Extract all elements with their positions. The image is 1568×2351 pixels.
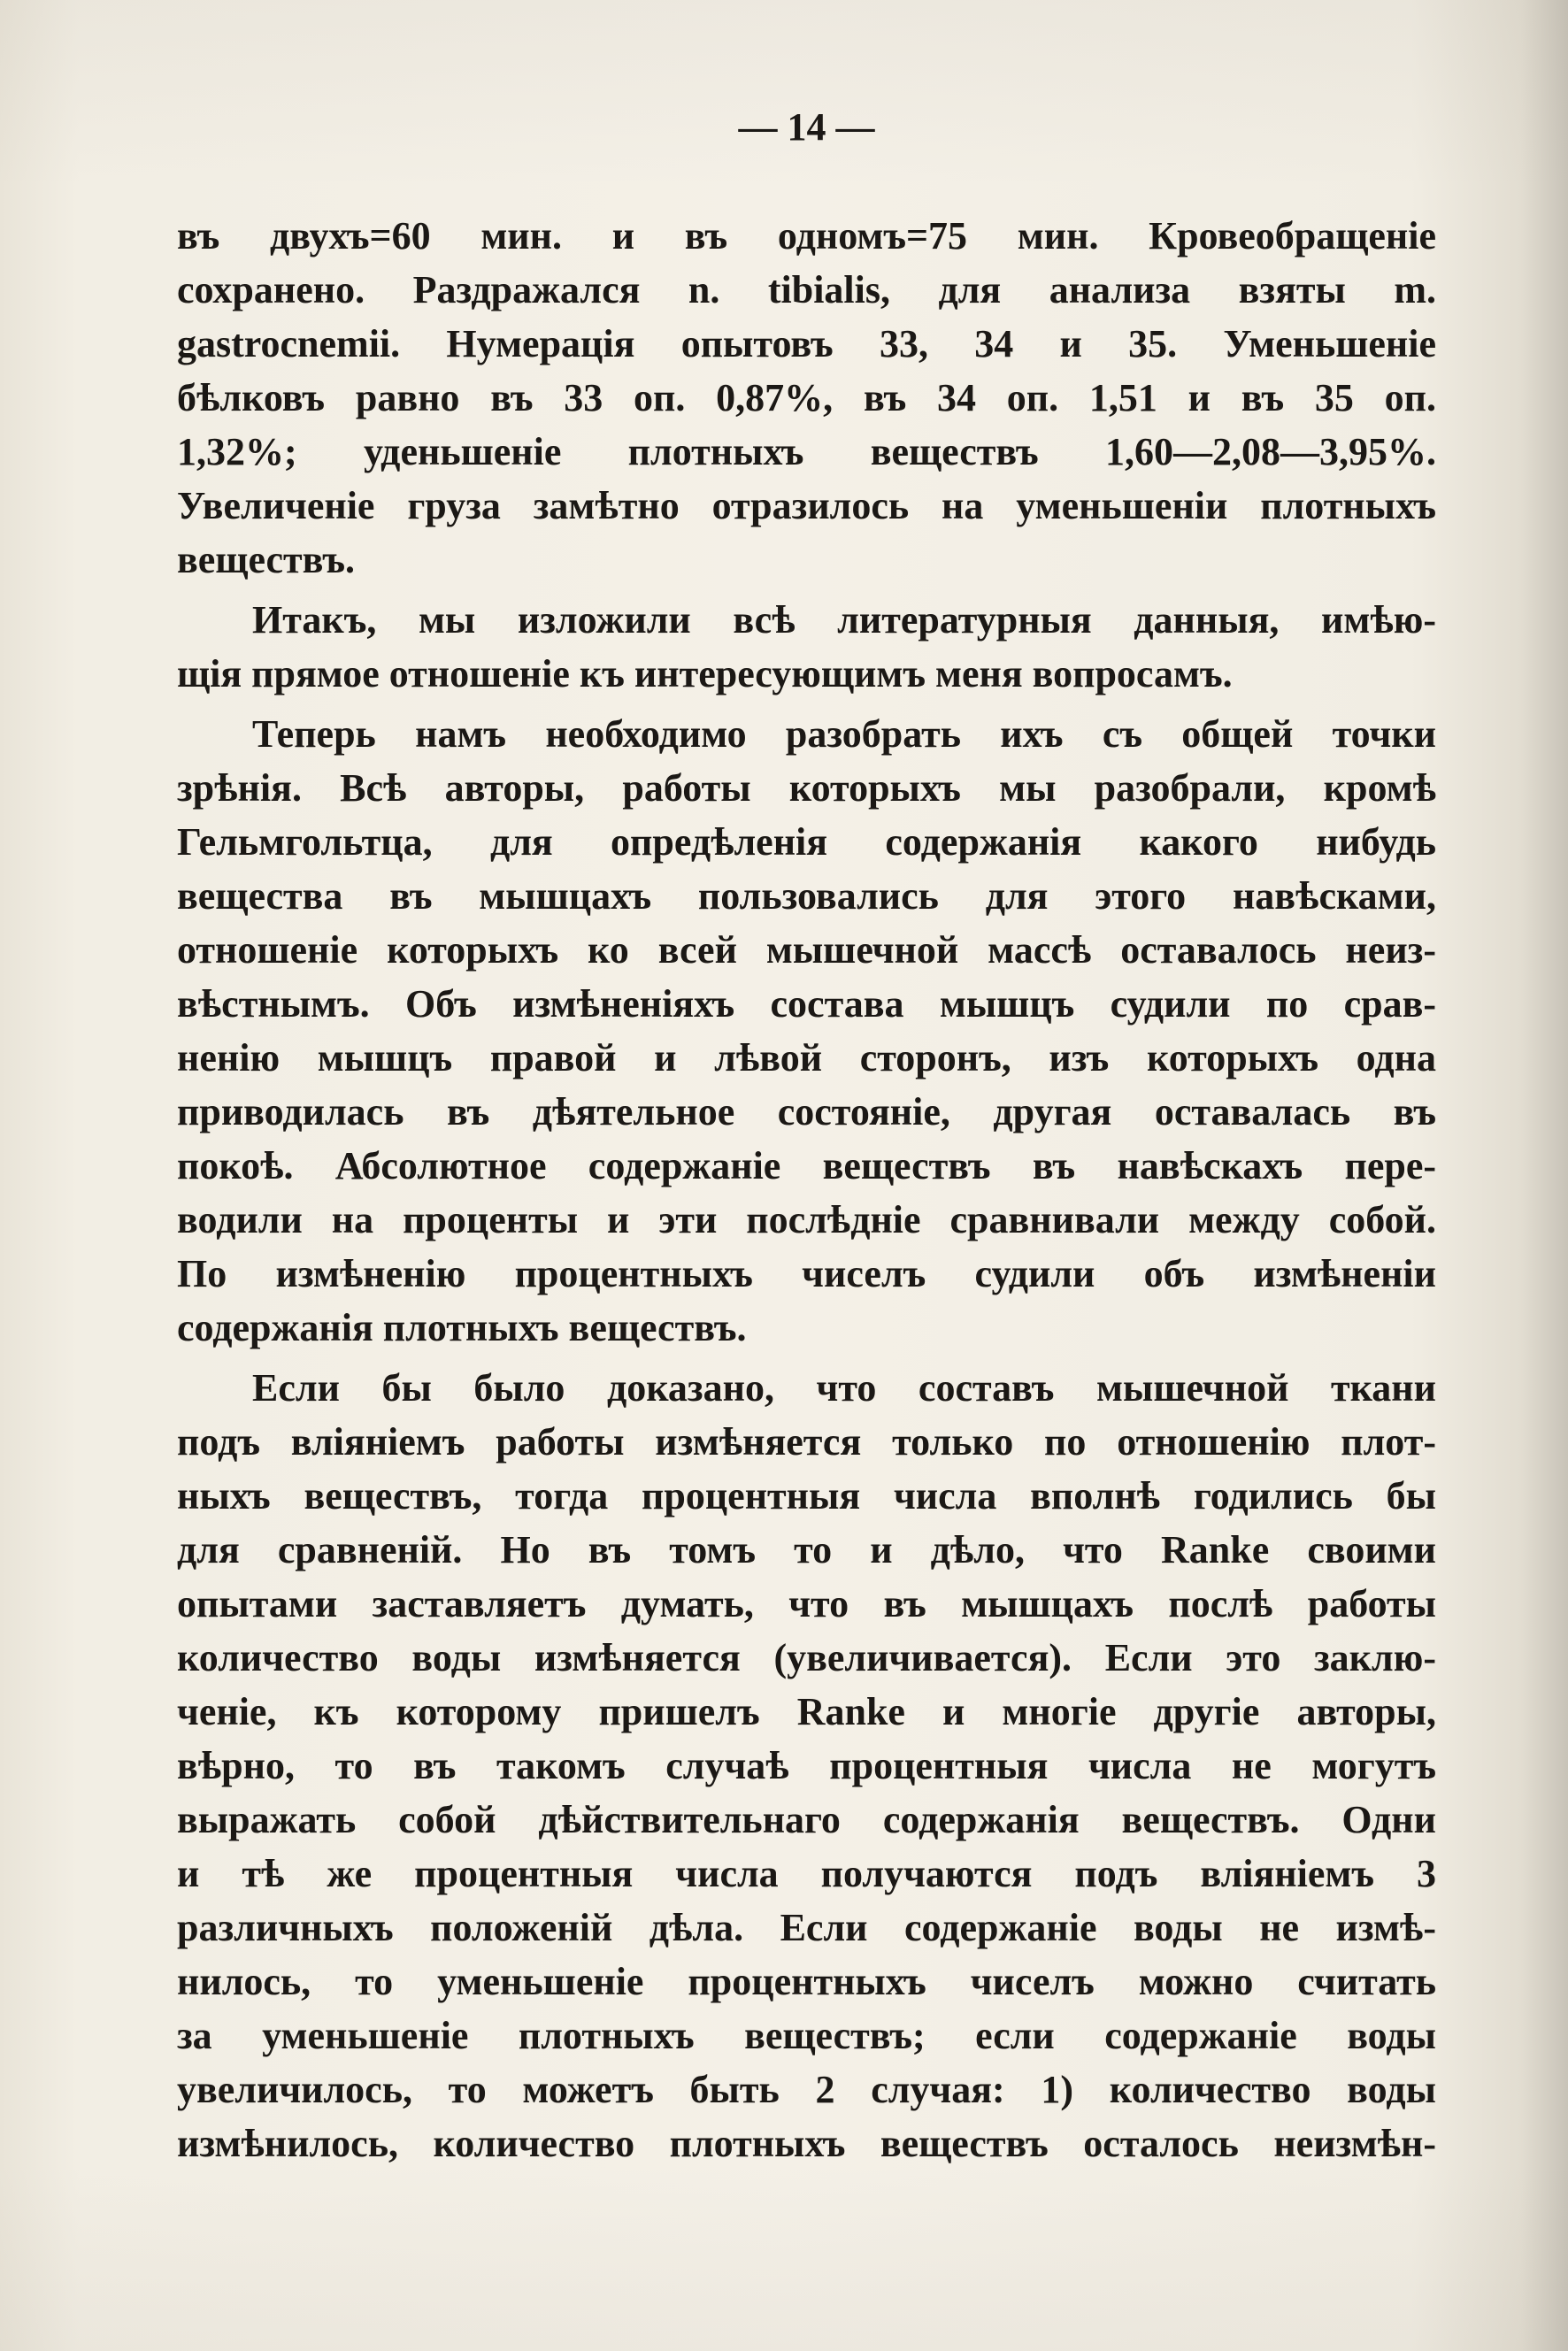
text-line: Если бы было доказано, что составъ мышечной ткани [252,1366,1436,1410]
text-line: и тѣ же процентныя числа получаются подъ вліяніемъ 3 [177,1852,1436,1895]
text-line: ненію мышцъ правой и лѣвой сторонъ, изъ которыхъ одна [177,1036,1436,1079]
text-line: нилось, то уменьшеніе процентныхъ чиселъ можно считать [177,1960,1436,2003]
text-line: 1,32%; уденьшеніе плотныхъ веществъ 1,60—2,08—3,95%. [177,430,1436,473]
text-line: въ двухъ=60 мин. и въ одномъ=75 мин. Кровеобращеніе [177,214,1436,257]
text-line: вѣрно, то въ такомъ случаѣ процентныя числа не могутъ [177,1744,1436,1787]
text-line: увеличилось, то можетъ быть 2 случая: 1) количество воды [177,2068,1436,2111]
text-line: отношеніе которыхъ ко всей мышечной массѣ оставалось неиз- [177,928,1436,972]
text-line: зрѣнія. Всѣ авторы, работы которыхъ мы разобрали, кромѣ [177,766,1436,810]
text-line: для сравненій. Но въ томъ то и дѣло, что Ranke своими [177,1528,1436,1571]
text-line: gastrocnemii. Нумерація опытовъ 33, 34 и 35. Уменьшеніе [177,322,1436,365]
text-line: ныхъ веществъ, тогда процентныя числа вполнѣ годились бы [177,1474,1436,1517]
text-line: Теперь намъ необходимо разобрать ихъ съ общей точки [252,712,1436,756]
paragraph [177,1361,1436,2170]
text-line: ченіе, къ которому пришелъ Ranke и многіе другіе авторы, [177,1690,1436,1733]
text-line: опытами заставляетъ думать, что въ мышцахъ послѣ работы [177,1582,1436,1625]
text-line: измѣнилось, количество плотныхъ веществъ осталось неизмѣн- [177,2122,1436,2165]
text-line: сохранено. Раздражался n. tibialis, для анализа взяты m. [177,268,1436,311]
text-line: вѣстнымъ. Объ измѣненіяхъ состава мышцъ судили по срав- [177,982,1436,1026]
paragraph [177,209,1436,587]
text-line: содержанія плотныхъ веществъ. [177,1306,747,1349]
text-line: подъ вліяніемъ работы измѣняется только по отношенію плот- [177,1420,1436,1464]
paragraph [177,707,1436,1355]
text-line: выражать собой дѣйствительнаго содержанія веществъ. Одни [177,1798,1436,1841]
text-line: По измѣненію процентныхъ чиселъ судили объ измѣненіи [177,1252,1436,1295]
text-line: Итакъ, мы изложили всѣ литературныя данныя, имѣю- [252,598,1436,642]
text-line: бѣлковъ равно въ 33 оп. 0,87%, въ 34 оп. 1,51 и въ 35 оп. [177,376,1436,419]
page-number: — 14 — [738,105,875,149]
text-line: за уменьшеніе плотныхъ веществъ; если содержаніе воды [177,2014,1436,2057]
text-line: веществъ. [177,538,355,581]
text-line: различныхъ положеній дѣла. Если содержаніе воды не измѣ- [177,1906,1436,1949]
text-line: щія прямое отношеніе къ интересующимъ меня вопросамъ. [177,652,1233,695]
text-line: покоѣ. Абсолютное содержаніе веществъ въ навѣскахъ пере- [177,1144,1436,1187]
text-line: водили на проценты и эти послѣдніе сравнивали между собой. [177,1198,1436,1241]
text-line: вещества въ мышцахъ пользовались для этого навѣсками, [177,874,1436,918]
text-line: приводилась въ дѣятельное состояніе, другая оставалась въ [177,1090,1436,1133]
paragraph [177,593,1436,701]
text-line: Увеличеніе груза замѣтно отразилось на уменьшеніи плотныхъ [177,484,1436,527]
text-body [177,209,1436,2170]
text-line: Гельмгольтца, для опредѣленія содержанія какого нибудь [177,820,1436,864]
text-line: количество воды измѣняется (увеличивается). Если это заклю- [177,1636,1436,1679]
